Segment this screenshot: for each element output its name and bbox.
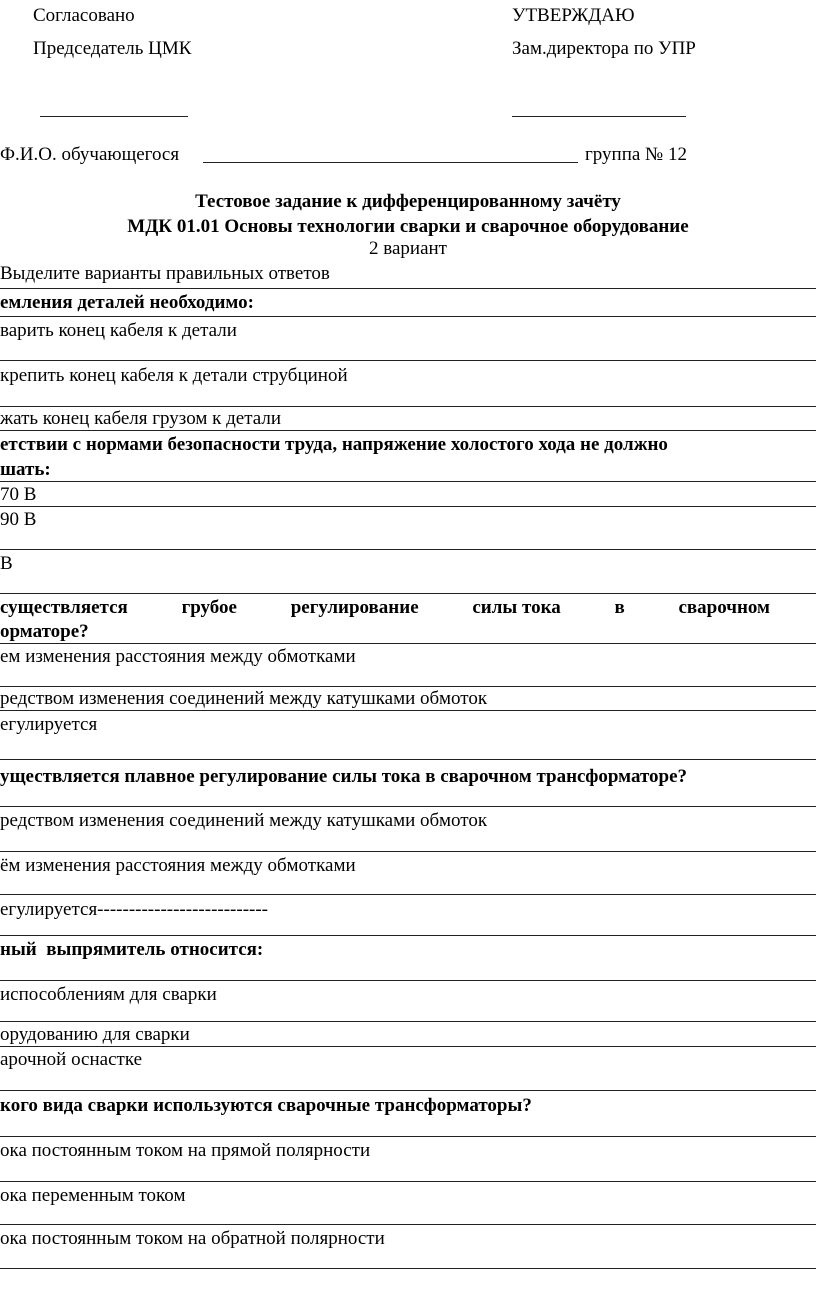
- answer-1-2[interactable]: крепить конец кабеля к детали струбциной: [0, 365, 348, 386]
- answer-1-3[interactable]: жать конец кабеля грузом к детали: [0, 408, 281, 429]
- student-name-line: [203, 162, 578, 163]
- answer-6-3[interactable]: ока постоянным током на обратной полярности: [0, 1228, 385, 1249]
- test-subject: МДК 01.01 Основы технологии сварки и сварочное оборудование: [127, 216, 689, 237]
- answer-6-2[interactable]: ока переменным током: [0, 1185, 186, 1206]
- question-3: [0, 597, 770, 619]
- question-3-word: в: [614, 597, 625, 618]
- answer-4-1[interactable]: редством изменения соединений между катушками обмоток: [0, 810, 488, 831]
- instruction-text: Выделите варианты правильных ответов: [0, 263, 330, 284]
- question-3-word: сварочном: [678, 597, 770, 618]
- answer-3-3[interactable]: егулируется: [0, 714, 98, 735]
- student-name-label: Ф.И.О. обучающегося: [0, 144, 180, 165]
- table-line: [0, 1021, 816, 1022]
- table-line: [0, 935, 816, 936]
- question-5: ный выпрямитель относится:: [0, 939, 264, 960]
- answer-6-1[interactable]: ока постоянным током на прямой полярности: [0, 1140, 371, 1161]
- answer-1-1[interactable]: варить конец кабеля к детали: [0, 320, 237, 341]
- question-3-line2: орматоре?: [0, 621, 89, 642]
- answer-3-1[interactable]: ем изменения расстояния между обмотками: [0, 646, 356, 667]
- answer-4-2[interactable]: ём изменения расстояния между обмотками: [0, 855, 356, 876]
- question-2-line2: шать:: [0, 459, 51, 480]
- group-number: группа № 12: [585, 144, 687, 165]
- signature-line-left: [40, 116, 188, 117]
- question-3-word: регулирование: [290, 597, 419, 618]
- table-line: [0, 316, 816, 317]
- table-line: [0, 806, 816, 807]
- approval-left-position: Председатель ЦМК: [33, 38, 192, 59]
- table-line: [0, 506, 816, 507]
- answer-5-2[interactable]: орудованию для сварки: [0, 1024, 190, 1045]
- test-variant: 2 вариант: [369, 238, 447, 259]
- table-line: [0, 1181, 816, 1182]
- table-line: [0, 593, 816, 594]
- table-line: [0, 481, 816, 482]
- approval-right-title: УТВЕРЖДАЮ: [512, 5, 635, 26]
- table-line: [0, 1224, 816, 1225]
- table-line: [0, 710, 816, 711]
- question-3-word: грубое: [181, 597, 237, 618]
- question-2: етствии с нормами безопасности труда, напряжение холостого хода не должно: [0, 434, 668, 455]
- answer-2-2[interactable]: 90 В: [0, 509, 37, 530]
- question-3-word: силы тока: [472, 597, 561, 618]
- question-6: кого вида сварки используются сварочные трансформаторы?: [0, 1095, 532, 1116]
- table-line: [0, 643, 816, 644]
- table-line: [0, 1046, 816, 1047]
- answer-5-3[interactable]: арочной оснастке: [0, 1049, 143, 1070]
- table-line: [0, 1136, 816, 1137]
- answer-2-1[interactable]: 70 В: [0, 484, 37, 505]
- table-line: [0, 851, 816, 852]
- test-title: Тестовое задание к дифференцированному зачёту: [195, 191, 621, 212]
- signature-line-right: [512, 116, 686, 117]
- table-line: [0, 360, 816, 361]
- table-line: [0, 549, 816, 550]
- table-line: [0, 430, 816, 431]
- table-line: [0, 1268, 816, 1269]
- table-line: [0, 288, 816, 289]
- answer-4-3[interactable]: егулируется---------------------------: [0, 899, 269, 920]
- question-1: емления деталей необходимо:: [0, 292, 254, 313]
- answer-2-3[interactable]: В: [0, 553, 13, 574]
- answer-5-1[interactable]: испособлениям для сварки: [0, 984, 217, 1005]
- answer-3-2[interactable]: редством изменения соединений между катушками обмоток: [0, 688, 488, 709]
- table-line: [0, 406, 816, 407]
- approval-left-title: Согласовано: [33, 5, 135, 26]
- table-line: [0, 759, 816, 760]
- question-3-word: существляется: [0, 597, 128, 618]
- table-line: [0, 894, 816, 895]
- table-line: [0, 686, 816, 687]
- table-line: [0, 980, 816, 981]
- table-line: [0, 1090, 816, 1091]
- question-4: уществляется плавное регулирование силы тока в сварочном трансформаторе?: [0, 766, 688, 787]
- approval-right-position: Зам.директора по УПР: [512, 38, 696, 59]
